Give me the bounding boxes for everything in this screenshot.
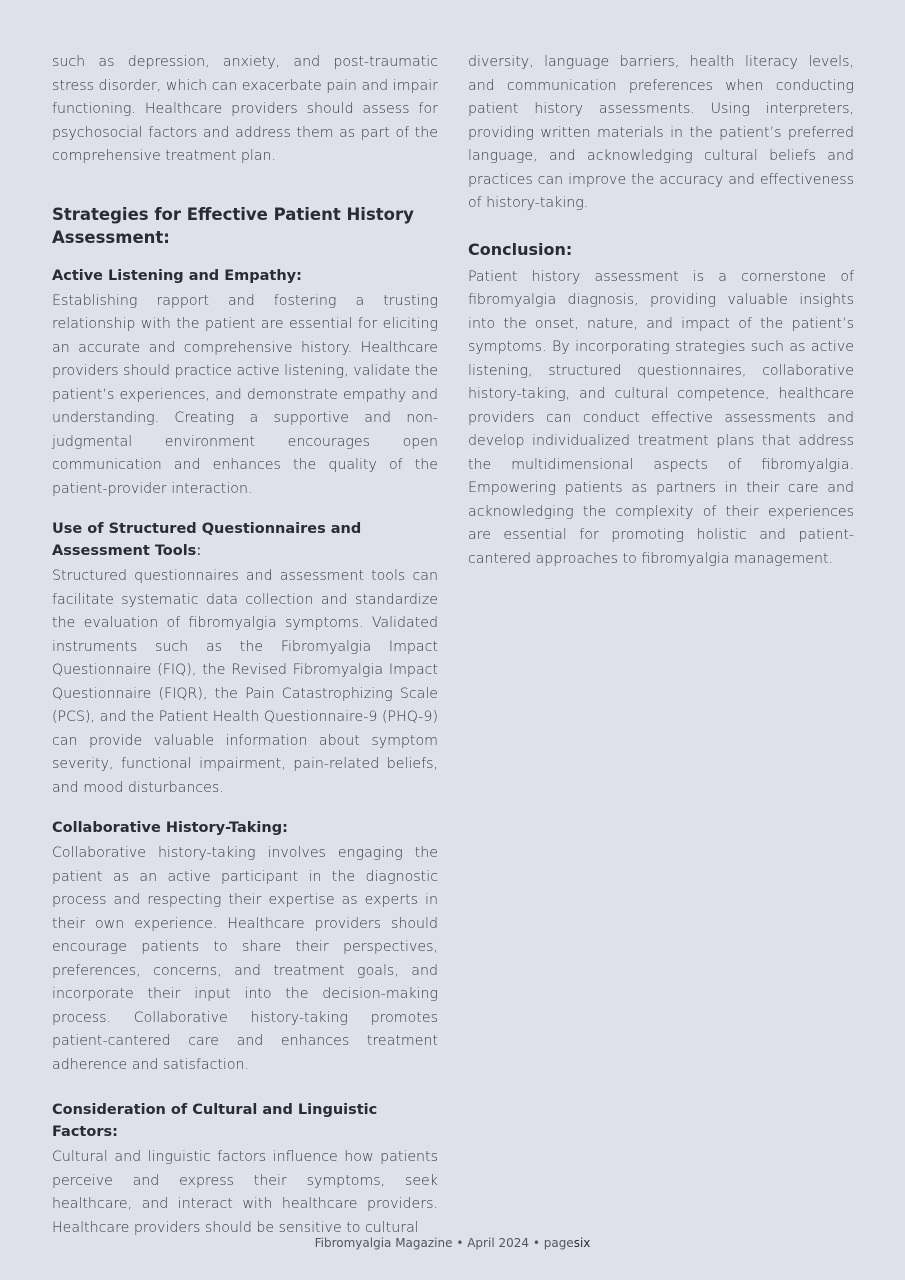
questionnaires-heading-colon: : <box>196 543 202 559</box>
page-footer <box>0 1236 905 1250</box>
footer-magazine-name: Fibromyalgia Magazine <box>314 1236 453 1250</box>
strategies-heading: Strategies for Effective Patient History Assessment: <box>52 204 414 247</box>
conclusion-heading: Conclusion: <box>468 239 573 259</box>
cultural-continuation-paragraph: diversity, language barriers, health literacy levels, and communication preferences when conducting patient history assessments. Using interpreters, providing written materials in the patient’s preferred language, and acknowledging cultural beliefs and practices can improve the accuracy and effectiveness of history-taking. <box>468 54 854 211</box>
cultural-heading: Consideration of Cultural and Linguistic Factors: <box>52 1102 378 1140</box>
questionnaires-heading-text: Use of Structured Questionnaires and Assessment Tools <box>52 521 362 559</box>
left-column <box>52 51 438 1240</box>
questionnaires-paragraph: Structured questionnaires and assessment tools can facilitate systematic data collection and standardize the evaluation of fibromyalgia symptoms. Validated instruments such as the Fibromyalgia Impact Questionnaire (FIQ), the Revised Fibromyalgia Impact Questionnaire (FIQR), the Pain Catastrophizing Scale (PCS), and the Patient Health Questionnaire-9 (PHQ-9) can provide valuable information about symptom severity, functional impairment, pain-related beliefs, and mood disturbances. <box>52 568 438 796</box>
right-column <box>468 51 854 571</box>
active-listening-heading: Active Listening and Empathy: <box>52 267 302 284</box>
questionnaires-heading <box>52 518 438 562</box>
active-listening-paragraph: Establishing rapport and fostering a trusting relationship with the patient are essential for eliciting an accurate and comprehensive history. Healthcare providers should practice active listening, validate the patient’s experiences, and demonstrate empathy and understanding. Creating a supportive and non-judgmental environment encourages open communication and enhances the quality of the patient-provider interaction. <box>52 292 438 497</box>
footer-date: April 2024 <box>467 1236 529 1250</box>
footer-separator: • <box>452 1236 468 1250</box>
collaborative-heading: Collaborative History-Taking: <box>52 820 288 836</box>
footer-page-prefix: page <box>543 1236 574 1250</box>
conclusion-paragraph: Patient history assessment is a cornerstone of fibromyalgia diagnosis, providing valuable insights into the onset, nature, and impact of the patient’s symptoms. By incorporating strategies such as active listening, structured questionnaires, collaborative history-taking, and cultural competence, healthcare providers can conduct effective assessments and develop individualized treatment plans that address the multidimensional aspects of fibromyalgia. Empowering patients as partners in their care and acknowledging the complexity of their experiences are essential for promoting holistic and patient-cantered approaches to fibromyalgia management. <box>468 268 854 567</box>
collaborative-paragraph: Collaborative history-taking involves engaging the patient as an active participant in the diagnostic process and respecting their expertise as experts in their own experience. Healthcare providers should encourage patients to share their perspectives, preferences, concerns, and treatment goals, and incorporate their input into the decision-making process. Collaborative history-taking promotes patient-cantered care and enhances treatment adherence and satisfaction. <box>52 845 438 1073</box>
footer-separator-2: • <box>529 1236 544 1250</box>
footer-page-number: six <box>573 1236 591 1250</box>
cultural-paragraph: Cultural and linguistic factors influence how patients perceive and express their symptoms, seek healthcare, and interact with healthcare providers. Healthcare providers should be sensitive to cultural <box>52 1149 438 1236</box>
intro-paragraph: such as depression, anxiety, and post-traumatic stress disorder, which can exacerbate pain and impair functioning. Healthcare providers should assess for psychosocial factors and address them as part of the comprehensive treatment plan. <box>52 54 438 164</box>
